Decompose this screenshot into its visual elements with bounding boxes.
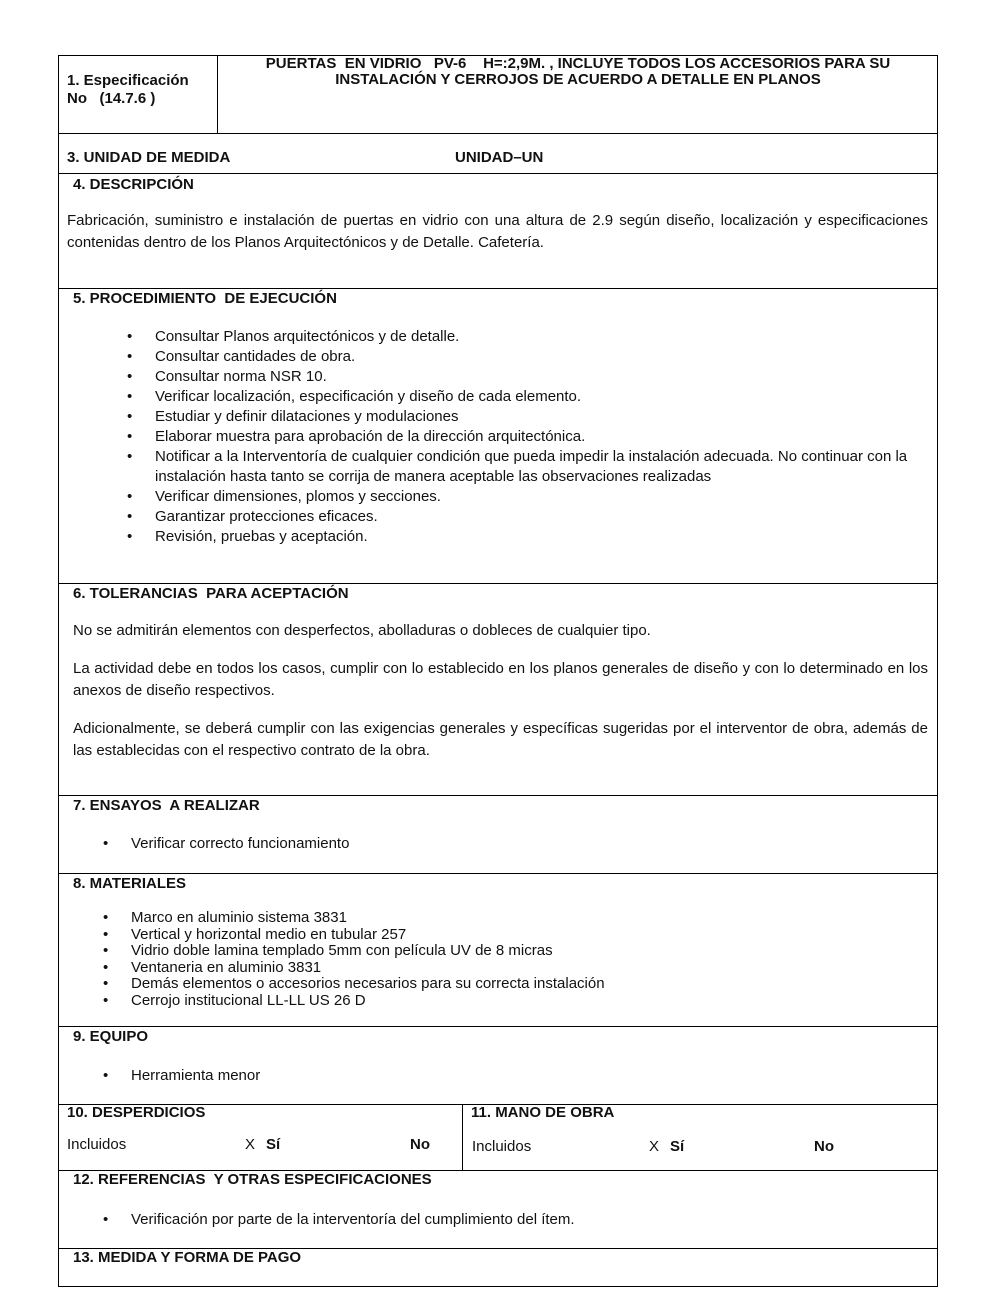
divider-tests	[58, 873, 938, 874]
bullet-icon: •	[103, 991, 109, 1009]
bullet-icon: •	[103, 958, 109, 976]
references-heading: 12. REFERENCIAS Y OTRAS ESPECIFICACIONES	[73, 1171, 432, 1188]
list-item-text: Verificación por parte de la interventoría del cumplimiento del ítem.	[131, 1211, 575, 1228]
divider-tolerances	[58, 795, 938, 796]
labor-mark: X	[649, 1138, 660, 1155]
list-item-text: Demás elementos o accesorios necesarios para su correcta instalación	[131, 975, 605, 992]
unit-value: UNIDAD–UN	[455, 149, 544, 166]
bullet-icon: •	[127, 488, 133, 505]
spec-title	[218, 56, 938, 88]
labor-yes: Sí	[670, 1138, 685, 1155]
spec-label	[67, 72, 189, 108]
bullet-icon: •	[127, 508, 133, 525]
equipment-heading: 9. EQUIPO	[73, 1028, 149, 1045]
list-item	[103, 991, 921, 1010]
unit-heading: 3. UNIDAD DE MEDIDA	[67, 149, 231, 166]
list-item-text: Consultar norma NSR 10.	[155, 368, 327, 385]
materials-list	[103, 909, 921, 1009]
materials-heading: 8. MATERIALES	[73, 875, 187, 892]
list-item	[127, 327, 931, 347]
tests-heading: 7. ENSAYOS A REALIZAR	[73, 797, 260, 814]
tests-list	[103, 834, 921, 854]
bullet-icon: •	[103, 835, 109, 852]
list-item-text: Consultar cantidades de obra.	[155, 348, 356, 365]
spec-label-line1: 1. Especificación	[67, 72, 189, 89]
list-item	[103, 942, 921, 960]
list-item	[103, 925, 921, 944]
description-heading: 4. DESCRIPCIÓN	[73, 176, 194, 193]
payment-heading: 13. MEDIDA Y FORMA DE PAGO	[73, 1249, 302, 1266]
references-list	[103, 1210, 921, 1230]
tolerances-p1: No se admitirán elementos con desperfectos, abolladuras o dobleces de cualquier tipo.	[73, 622, 651, 639]
list-item-text: Elaborar muestra para aprobación de la dirección arquitectónica.	[155, 428, 586, 445]
waste-no: No	[410, 1136, 430, 1153]
list-item-text: Ventaneria en aluminio 3831	[131, 958, 322, 976]
bullet-icon: •	[103, 909, 109, 926]
bullet-icon: •	[127, 448, 133, 465]
bullet-icon: •	[127, 428, 133, 445]
list-item-text: Consultar Planos arquitectónicos y de detalle.	[155, 328, 460, 345]
list-item-text: Revisión, pruebas y aceptación.	[155, 528, 368, 545]
waste-label: Incluidos	[67, 1136, 127, 1153]
list-item-text: Verificar dimensiones, plomos y secciones.	[155, 488, 441, 505]
description-text: Fabricación, suministro e instalación de puertas en vidrio con una altura de 2.9 según diseño, localización y especificaciones contenidas dentro de los Planos Arquitectónicos y de Detalle. Cafetería.	[67, 212, 928, 251]
list-item	[127, 407, 931, 427]
procedure-list	[127, 327, 931, 547]
list-item	[127, 427, 931, 447]
waste-yes: Sí	[266, 1136, 281, 1153]
list-item-text: Verificar correcto funcionamiento	[131, 835, 350, 852]
list-item-text: Estudiar y definir dilataciones y modulaciones	[155, 408, 459, 425]
list-item	[127, 347, 931, 367]
labor-no: No	[814, 1138, 834, 1155]
list-item	[127, 447, 931, 487]
list-item-text: Herramienta menor	[131, 1067, 261, 1084]
tolerances-p2: La actividad debe en todos los casos, cumplir con lo establecido en los planos generales de diseño y con lo determinado en los anexos de diseño respectivos.	[73, 660, 928, 699]
list-item-text: Vidrio doble lamina templado 5mm con película UV de 8 micras	[131, 942, 553, 959]
bullet-icon: •	[103, 925, 109, 943]
procedure-heading: 5. PROCEDIMIENTO DE EJECUCIÓN	[73, 290, 337, 307]
list-item-text: Garantizar protecciones eficaces.	[155, 508, 378, 525]
list-item	[103, 909, 921, 927]
list-item	[127, 367, 931, 387]
spec-label-line2: No (14.7.6 )	[67, 90, 156, 107]
waste-mark: X	[245, 1136, 256, 1153]
list-item	[127, 487, 931, 507]
divider-procedure	[58, 583, 938, 584]
list-item-text: Cerrojo institucional LL-LL US 26 D	[131, 991, 366, 1009]
divider-materials	[58, 1026, 938, 1027]
labor-heading: 11. MANO DE OBRA	[471, 1104, 615, 1121]
list-item	[103, 975, 921, 993]
list-item	[127, 527, 931, 547]
list-item	[103, 1066, 921, 1086]
labor-label: Incluidos	[472, 1138, 532, 1155]
bullet-icon: •	[103, 1067, 109, 1084]
bullet-icon: •	[103, 1211, 109, 1228]
bullet-icon: •	[127, 368, 133, 385]
equipment-list	[103, 1066, 921, 1086]
list-item	[127, 387, 931, 407]
divider-waste-labor-vertical	[462, 1104, 463, 1170]
list-item	[103, 1210, 921, 1230]
bullet-icon: •	[127, 528, 133, 545]
divider-unit	[58, 173, 938, 174]
tolerances-p3: Adicionalmente, se deberá cumplir con las exigencias generales y específicas sugeridas por el interventor de obra, además de las establecidas con el respectivo contrato de la obra.	[73, 720, 928, 759]
list-item-text: Marco en aluminio sistema 3831	[131, 909, 347, 926]
tolerances-heading: 6. TOLERANCIAS PARA ACEPTACIÓN	[73, 585, 349, 602]
divider-description	[58, 288, 938, 289]
bullet-icon: •	[127, 388, 133, 405]
bullet-icon: •	[127, 348, 133, 365]
bullet-icon: •	[127, 328, 133, 345]
list-item	[103, 834, 921, 854]
spec-title-line1: PUERTAS EN VIDRIO PV-6 H=:2,9M. , INCLUYE TODOS LOS ACCESORIOS PARA SU	[265, 55, 891, 72]
list-item-text: Verificar localización, especificación y diseño de cada elemento.	[155, 388, 582, 405]
list-item	[127, 507, 931, 527]
spec-title-line2: INSTALACIÓN Y CERROJOS DE ACUERDO A DETALLE EN PLANOS	[335, 71, 821, 88]
bullet-icon: •	[103, 975, 109, 992]
bullet-icon: •	[103, 942, 109, 959]
divider-spec	[58, 133, 938, 134]
list-item-text: Vertical y horizontal medio en tubular 257	[131, 925, 407, 943]
waste-heading: 10. DESPERDICIOS	[67, 1104, 206, 1121]
list-item	[103, 958, 921, 977]
list-item-text: Notificar a la Interventoría de cualquier condición que pueda impedir la instalación adecuada. No continuar con la instalación hasta tanto se corrija de manera aceptable las observaciones realizadas	[155, 448, 908, 485]
bullet-icon: •	[127, 408, 133, 425]
